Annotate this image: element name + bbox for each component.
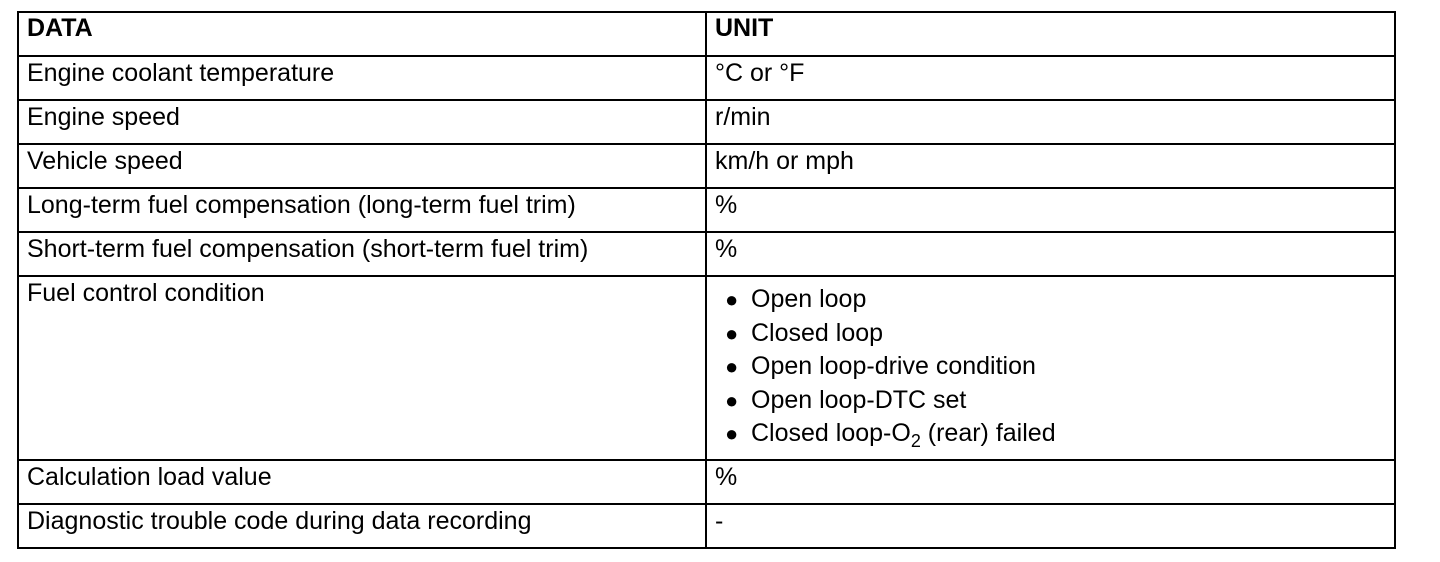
unit-cell: % xyxy=(706,232,1395,276)
list-item-label: Open loop xyxy=(751,285,867,313)
data-cell: Fuel control condition xyxy=(18,276,706,460)
list-item-label-suffix: (rear) failed xyxy=(920,419,1056,447)
bullet-icon: ● xyxy=(725,387,739,413)
unit-cell: km/h or mph xyxy=(706,144,1395,188)
unit-cell: °C or °F xyxy=(706,56,1395,100)
data-cell: Engine coolant temperature xyxy=(18,56,706,100)
bullet-icon: ● xyxy=(725,421,739,446)
table-row xyxy=(18,276,1395,460)
list-item-label-subscript: 2 xyxy=(910,431,921,451)
table-row xyxy=(18,232,1395,276)
bullet-icon: ● xyxy=(725,354,739,379)
header-data: DATA xyxy=(18,12,706,56)
bullet-icon: ● xyxy=(725,320,739,346)
list-item-label: Closed loop xyxy=(751,318,884,347)
table-row xyxy=(18,460,1395,504)
bullet-icon: ● xyxy=(725,287,739,312)
fuel-condition-list xyxy=(715,283,1386,451)
table-row xyxy=(18,144,1395,188)
table-header-row xyxy=(18,12,1395,56)
unit-cell xyxy=(706,276,1395,460)
table-row xyxy=(18,504,1395,548)
list-item xyxy=(715,317,1386,351)
unit-cell: % xyxy=(706,460,1395,504)
list-item-label-prefix: Closed loop-O xyxy=(751,419,911,447)
data-cell: Engine speed xyxy=(18,100,706,144)
list-item xyxy=(715,283,1386,317)
list-item xyxy=(715,417,1386,451)
data-cell: Calculation load value xyxy=(18,460,706,504)
data-cell: Vehicle speed xyxy=(18,144,706,188)
data-cell: Short-term fuel compensation (short-term fuel trim) xyxy=(18,232,706,276)
table-row xyxy=(18,188,1395,232)
list-item xyxy=(715,350,1386,384)
unit-cell: - xyxy=(706,504,1395,548)
header-unit: UNIT xyxy=(706,12,1395,56)
list-item-label: Open loop-DTC set xyxy=(751,385,967,414)
unit-cell: r/min xyxy=(706,100,1395,144)
list-item xyxy=(715,384,1386,418)
data-unit-table xyxy=(17,11,1396,549)
data-cell: Long-term fuel compensation (long-term fuel trim) xyxy=(18,188,706,232)
data-cell: Diagnostic trouble code during data recording xyxy=(18,504,706,548)
list-item-label: Open loop-drive condition xyxy=(751,352,1036,380)
unit-cell: % xyxy=(706,188,1395,232)
table-row xyxy=(18,100,1395,144)
table-row xyxy=(18,56,1395,100)
